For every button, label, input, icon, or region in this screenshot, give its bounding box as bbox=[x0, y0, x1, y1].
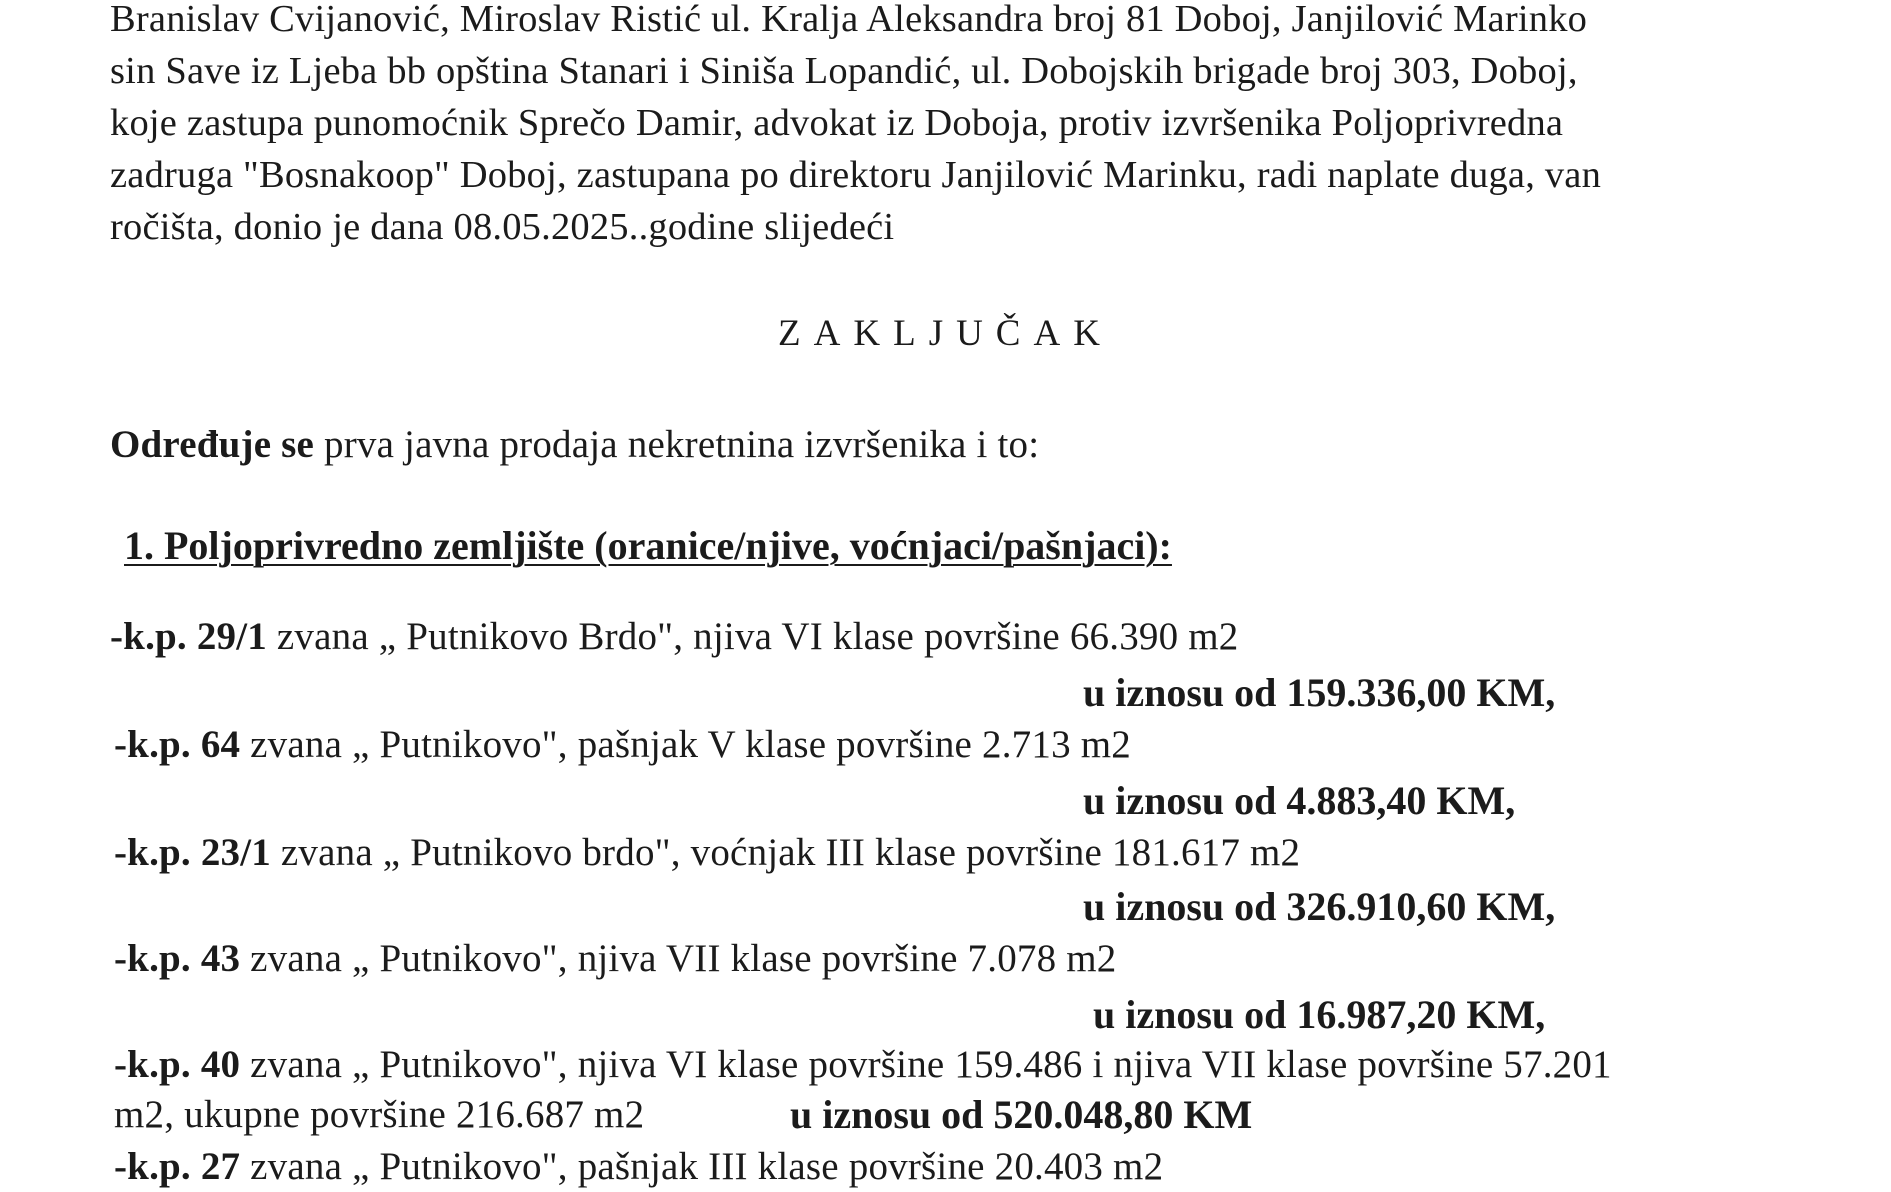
parcel-line bbox=[114, 1040, 1612, 1090]
parcel-description: zvana „ Putnikovo", njiva VII klase površine 7.078 m2 bbox=[240, 937, 1117, 980]
parcel-line bbox=[114, 1142, 1163, 1192]
parcel-line bbox=[114, 720, 1131, 770]
parcel-number: -k.p. 64 bbox=[114, 723, 241, 766]
parcel-number: -k.p. 43 bbox=[114, 937, 241, 980]
parcel-line bbox=[114, 934, 1116, 984]
parcel-number: -k.p. 23/1 bbox=[114, 831, 271, 874]
parcel-amount: u iznosu od 520.048,80 KM bbox=[790, 1092, 1253, 1137]
parcel-amount: u iznosu od 4.883,40 KM, bbox=[1083, 778, 1516, 823]
intro-line: Branislav Cvijanović, Miroslav Ristić ul. Kralja Aleksandra broj 81 Doboj, Janjilović Marinko bbox=[110, 0, 1588, 40]
parcel-line-continued: m2, ukupne površine 216.687 m2 bbox=[114, 1093, 645, 1136]
parcel-description: zvana „ Putnikovo Brdo", njiva VI klase površine 66.390 m2 bbox=[266, 615, 1239, 658]
parcel-number: -k.p. 40 bbox=[114, 1043, 241, 1086]
parcel-amount: u iznosu od 326.910,60 KM, bbox=[1083, 884, 1556, 929]
parcel-line bbox=[114, 828, 1300, 878]
document-title: ZAKLJUČAK bbox=[778, 313, 1113, 354]
parcel-amount: u iznosu od 16.987,20 KM, bbox=[1093, 992, 1546, 1037]
parcel-description: zvana „ Putnikovo", pašnjak III klase površine 20.403 m2 bbox=[240, 1145, 1164, 1188]
parcel-number: -k.p. 27 bbox=[114, 1145, 241, 1188]
order-rest: prva javna prodaja nekretnina izvršenika i to: bbox=[314, 423, 1040, 466]
parcel-amount: u iznosu od 159.336,00 KM, bbox=[1083, 670, 1556, 715]
parcel-line bbox=[110, 612, 1238, 662]
intro-line: koje zastupa punomoćnik Sprečo Damir, advokat iz Doboja, protiv izvršenika Poljoprivredna bbox=[110, 102, 1564, 144]
intro-line: sin Save iz Ljeba bb opština Stanari i Siniša Lopandić, ul. Dobojskih brigade broj 303, Doboj, bbox=[110, 50, 1578, 92]
parcel-description: zvana „ Putnikovo brdo", voćnjak III klase površine 181.617 m2 bbox=[270, 831, 1301, 874]
order-sentence bbox=[110, 420, 1039, 470]
parcel-description: zvana „ Putnikovo", njiva VI klase površine 159.486 i njiva VII klase površine 57.201 bbox=[240, 1043, 1612, 1086]
section-heading: 1. Poljoprivredno zemljište (oranice/njive, voćnjaci/pašnjaci): bbox=[124, 523, 1172, 568]
parcel-number: -k.p. 29/1 bbox=[110, 615, 267, 658]
intro-line: zadruga "Bosnakoop" Doboj, zastupana po direktoru Janjilović Marinku, radi naplate duga, van bbox=[110, 154, 1602, 196]
order-bold: Određuje se bbox=[110, 423, 315, 466]
parcel-description: zvana „ Putnikovo", pašnjak V klase površine 2.713 m2 bbox=[240, 723, 1131, 766]
intro-line: ročišta, donio je dana 08.05.2025..godine slijedeći bbox=[110, 206, 895, 248]
